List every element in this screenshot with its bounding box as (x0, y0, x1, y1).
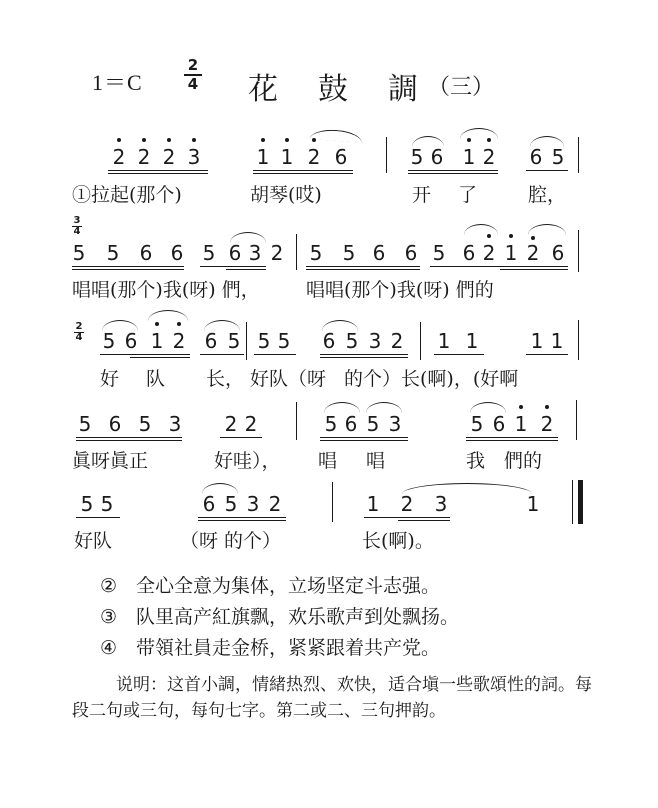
lyric: 好哇）， (214, 450, 281, 472)
note: 6 (202, 492, 216, 516)
note: 5 (102, 329, 116, 353)
note: 6 (322, 329, 336, 353)
title-part-number: （三） (428, 75, 495, 100)
lyric: 长， (206, 368, 245, 390)
note: 6 (108, 412, 122, 436)
lyric: 唱 (366, 450, 386, 472)
note: 6 (344, 412, 358, 436)
note: 5 (202, 241, 216, 265)
note: 1 (256, 145, 270, 169)
note: 2 (162, 145, 176, 169)
note: 2 (307, 145, 321, 169)
note: 1 (150, 329, 164, 353)
note: 6 (334, 145, 348, 169)
note: 6 (529, 145, 543, 169)
note: 2 (482, 145, 496, 169)
note: 1 (462, 145, 476, 169)
lyric: 眞呀眞正 (72, 450, 149, 472)
note: 2 (526, 241, 540, 265)
note: 1 (530, 329, 544, 353)
note: 6 (170, 241, 184, 265)
note: 2 (400, 492, 414, 516)
note: 5 (551, 145, 565, 169)
note: 5 (106, 241, 120, 265)
note: 2 (112, 145, 126, 169)
note: 2 (268, 492, 282, 516)
note: 5 (470, 412, 484, 436)
note: 6 (462, 241, 476, 265)
lyric: ①拉起(那个) (72, 184, 182, 206)
note: 5 (138, 412, 152, 436)
note: 3 (248, 241, 262, 265)
verse-text: 队里高产紅旗飘，欢乐歌声到处飘扬。 (136, 606, 460, 628)
verse-2 (100, 571, 440, 598)
note: 3 (187, 145, 201, 169)
note: 5 (342, 241, 356, 265)
note: 2 (540, 412, 554, 436)
note: 5 (324, 412, 338, 436)
note: 5 (277, 329, 291, 353)
note: 5 (366, 412, 380, 436)
note: 6 (404, 241, 418, 265)
lyric: （呀 的个） (180, 530, 282, 552)
lyric: 唱 (318, 450, 338, 472)
lyric: 好队（呀 (250, 368, 327, 390)
note: 3 (434, 492, 448, 516)
note: 1 (465, 329, 479, 353)
note: 2 (244, 412, 258, 436)
note: 2 (137, 145, 151, 169)
note: 3 (388, 412, 402, 436)
verse-text: 带領社員走金桥，紧紧跟着共产党。 (136, 637, 441, 659)
note: 6 (492, 412, 506, 436)
note: 6 (372, 241, 386, 265)
note: 6 (228, 241, 242, 265)
lyric: 們的 (504, 450, 543, 472)
note: 2 (482, 241, 496, 265)
note: 2 (224, 412, 238, 436)
note: 5 (78, 412, 92, 436)
note: 3 (168, 412, 182, 436)
lyric: 好 (100, 368, 120, 390)
lyric: 胡琴(哎) (250, 184, 322, 206)
note: 1 (526, 492, 540, 516)
lyric: 的个）长(啊)，(好啊 (344, 368, 519, 390)
lyric: 好队 (74, 530, 113, 552)
time-numerator: 2 (187, 56, 199, 74)
note: 6 (124, 329, 138, 353)
final-barline (578, 480, 583, 524)
note: 6 (204, 329, 218, 353)
verse-4 (100, 633, 440, 660)
lyric: 腔， (528, 184, 567, 206)
lyric: 队 (146, 368, 166, 390)
note: 2 (390, 329, 404, 353)
note: 1 (280, 145, 294, 169)
time-change-2-4: 2 4 (75, 321, 83, 343)
title-char-3: 調 (388, 72, 418, 107)
note: 3 (246, 492, 260, 516)
note: 5 (72, 241, 86, 265)
lyric: 长(啊)。 (362, 530, 434, 552)
note: 1 (504, 241, 518, 265)
note: 5 (227, 329, 241, 353)
note: 1 (514, 412, 528, 436)
verse-number: ② (100, 575, 118, 597)
key-signature: 1＝C (92, 70, 143, 95)
time-denominator: 4 (187, 75, 199, 93)
lyric: 唱唱(那个)我(呀) 們的 (306, 279, 494, 301)
verse-number: ③ (100, 606, 118, 628)
note: 1 (437, 329, 451, 353)
verse-number: ④ (100, 637, 118, 659)
note: 3 (368, 329, 382, 353)
note: 6 (430, 145, 444, 169)
note: 5 (80, 492, 94, 516)
note: 2 (172, 329, 186, 353)
note: 5 (224, 492, 238, 516)
note: 5 (410, 145, 424, 169)
note: 5 (100, 492, 114, 516)
explanation-note: 说明：这首小調，情緒热烈、欢快，适合塡一些歌頌性的詞。每段二句或三句，每句七字。第二或二、三句押韵。 (72, 675, 592, 721)
lyric: 我 (466, 450, 486, 472)
note: 6 (139, 241, 153, 265)
note: 5 (257, 329, 271, 353)
note: 5 (432, 241, 446, 265)
title-char-1: 花 (248, 72, 278, 107)
time-change-3-4: 3 4 (73, 215, 81, 237)
time-signature (184, 58, 202, 92)
title-char-2: 鼓 (318, 72, 348, 107)
verse-3 (100, 602, 459, 629)
note: 5 (345, 329, 359, 353)
lyric: 了 (458, 184, 478, 206)
verse-text: 全心全意为集体，立场坚定斗志强。 (136, 575, 441, 597)
note: 1 (550, 329, 564, 353)
note: 5 (309, 241, 323, 265)
lyric: 唱唱(那个)我(呀) 們， (72, 279, 260, 301)
lyric: 开 (412, 184, 432, 206)
note: 2 (270, 241, 284, 265)
note: 6 (551, 241, 565, 265)
note: 1 (366, 492, 380, 516)
